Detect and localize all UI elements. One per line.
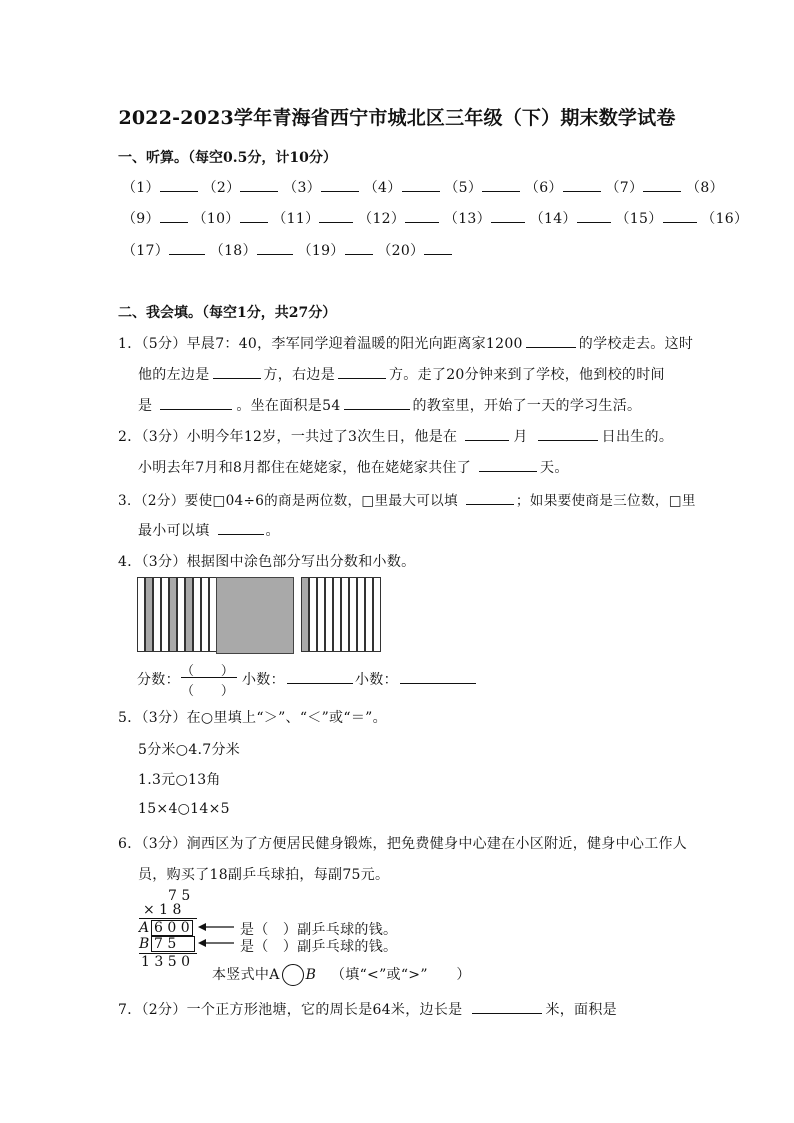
q7-text: 7．（2分）一个正方形池塘，它的周长是64米，边长是 bbox=[118, 1002, 463, 1018]
mult-multiplicand: 7 5 bbox=[168, 888, 191, 904]
stripe-unshaded bbox=[373, 577, 381, 652]
fraction-denominator[interactable]: （ ） bbox=[181, 684, 235, 699]
q7-blank-1[interactable] bbox=[472, 1001, 542, 1014]
listen-row-3 bbox=[122, 240, 452, 260]
stripe-unshaded bbox=[153, 577, 161, 652]
q2-blank-2[interactable] bbox=[538, 428, 598, 441]
section-2-heading: 二、我会填。（每空1分，共27分） bbox=[118, 305, 337, 321]
decimal-answer-2 bbox=[355, 669, 476, 689]
q7-text: 米，面积是 bbox=[545, 1002, 617, 1018]
stripe-unshaded bbox=[333, 577, 341, 652]
mult-line-1 bbox=[139, 918, 197, 919]
answer-blank[interactable] bbox=[577, 210, 611, 223]
section-1-heading: 一、听算。（每空0.5分，计10分） bbox=[118, 150, 337, 166]
answer-blank[interactable] bbox=[663, 210, 697, 223]
answer-blank[interactable] bbox=[482, 179, 520, 192]
question-1-line-2 bbox=[138, 364, 665, 384]
question-2-line-2 bbox=[138, 457, 569, 477]
stripe-shaded bbox=[185, 577, 193, 652]
q3-blank-1[interactable] bbox=[466, 492, 514, 505]
q2-text: 小明去年7月和8月都住在姥姥家，他在姥姥家共住了 bbox=[138, 460, 472, 476]
q1-blank-1[interactable] bbox=[526, 335, 576, 348]
decimal-blank-2[interactable] bbox=[400, 671, 476, 684]
stripe-unshaded bbox=[365, 577, 373, 652]
answer-blank[interactable] bbox=[240, 210, 268, 223]
decimal-answer-1 bbox=[242, 669, 353, 689]
stripe-unshaded bbox=[193, 577, 201, 652]
compare-suffix: （填“<”或“>” ） bbox=[330, 967, 471, 983]
q1-text: 的教室里，开始了一天的学习生活。 bbox=[412, 398, 642, 414]
stripe-unshaded bbox=[137, 577, 145, 652]
figure-stripes-2 bbox=[301, 577, 381, 654]
stripe-unshaded bbox=[161, 577, 169, 652]
question-3-line-2 bbox=[138, 520, 280, 540]
figure-shaded-square bbox=[216, 577, 294, 654]
question-6-line-2: 员，购买了18副乒乓球拍，每副75元。 bbox=[138, 867, 390, 883]
item-label: （20） bbox=[377, 243, 425, 259]
stripe-shaded bbox=[169, 577, 177, 652]
fraction-bar bbox=[181, 677, 237, 678]
decimal-label: 小数： bbox=[242, 672, 285, 688]
note-b: 是（ ）副乒乓球的钱。 bbox=[240, 939, 398, 955]
mult-multiplier: × 1 8 bbox=[143, 902, 182, 918]
item-label: （10） bbox=[192, 211, 240, 227]
question-3-line-1 bbox=[118, 489, 696, 509]
fraction-label: 分数： bbox=[137, 672, 180, 688]
question-1-line-3 bbox=[138, 395, 641, 415]
q3-text: 3．（2分）要使□04÷6的商是两位数，□里最大可以填 bbox=[118, 493, 458, 509]
stripe-unshaded bbox=[309, 577, 317, 652]
item-label: （1） bbox=[122, 180, 160, 196]
q2-text: 2．（3分）小明今年12岁，一共过了3次生日，他是在 bbox=[118, 429, 458, 445]
q1-blank-3[interactable] bbox=[338, 366, 386, 379]
listen-row-2 bbox=[122, 208, 748, 228]
q1-text: 是 bbox=[138, 398, 153, 414]
item-label: （17） bbox=[122, 243, 170, 259]
answer-blank[interactable] bbox=[169, 242, 205, 255]
q1-text: 1．（5分）早晨7：40，李军同学迎着温暖的阳光向距离家1200 bbox=[118, 336, 523, 352]
q1-text: 他的左边是 bbox=[138, 367, 210, 383]
question-7-line-1 bbox=[118, 999, 617, 1019]
answer-blank[interactable] bbox=[319, 210, 353, 223]
q2-blank-1[interactable] bbox=[465, 428, 509, 441]
question-4-text: 4．（3分）根据图中涂色部分写出分数和小数。 bbox=[118, 554, 416, 570]
note-a: 是（ ）副乒乓球的钱。 bbox=[240, 922, 398, 938]
q1-blank-4[interactable] bbox=[160, 397, 232, 410]
question-1-line-1 bbox=[118, 333, 693, 353]
stripe-unshaded bbox=[341, 577, 349, 652]
answer-blank[interactable] bbox=[240, 179, 278, 192]
item-label: （14） bbox=[529, 211, 577, 227]
q3-text: ；如果要使商是三位数，□里 bbox=[515, 493, 696, 509]
item-label: （2） bbox=[202, 180, 241, 196]
mult-label-a: A bbox=[139, 920, 150, 936]
item-label: （18） bbox=[209, 243, 257, 259]
item-label: （4） bbox=[363, 180, 402, 196]
decimal-blank-1[interactable] bbox=[287, 671, 353, 684]
q2-text: 天。 bbox=[540, 460, 569, 476]
q2-blank-3[interactable] bbox=[479, 459, 537, 472]
stripe-unshaded bbox=[317, 577, 325, 652]
mult-label-b: B bbox=[139, 936, 150, 952]
q1-blank-2[interactable] bbox=[213, 366, 261, 379]
question-2-line-1 bbox=[118, 426, 673, 446]
question-5-text: 5．（3分）在○里填上“＞”、“＜”或“＝”。 bbox=[118, 710, 387, 726]
answer-blank[interactable] bbox=[345, 242, 373, 255]
q1-text: 的学校走去。这时 bbox=[578, 336, 694, 352]
compare-item-2: 1.3元○13角 bbox=[138, 772, 221, 788]
fraction-numerator[interactable]: （ ） bbox=[181, 664, 235, 679]
item-label: （8） bbox=[686, 180, 724, 196]
arrow-icons bbox=[196, 920, 236, 954]
stripe-unshaded bbox=[201, 577, 209, 652]
item-label: （7） bbox=[605, 180, 644, 196]
stripe-shaded bbox=[301, 577, 309, 652]
figure-stripes-1 bbox=[137, 577, 217, 654]
question-6-line-1: 6．（3分）涧西区为了方便居民健身锻炼，把免费健身中心建在小区附近，健身中心工作人 bbox=[118, 836, 688, 852]
item-label: （19） bbox=[297, 243, 345, 259]
q2-text: 月 bbox=[513, 429, 528, 445]
q1-text: 方，右边是 bbox=[263, 367, 335, 383]
answer-blank[interactable] bbox=[491, 210, 525, 223]
page-title: 2022-2023学年青海省西宁市城北区三年级（下）期末数学试卷 bbox=[118, 107, 676, 129]
mult-partial-b: 7 5 bbox=[151, 936, 195, 952]
mult-product: 1 3 5 0 bbox=[141, 954, 190, 970]
q3-text: 最小可以填 bbox=[138, 523, 210, 539]
compare-row bbox=[212, 964, 471, 986]
compare-item-3: 15×4○14×5 bbox=[138, 801, 230, 817]
answer-blank[interactable] bbox=[405, 210, 439, 223]
stripe-unshaded bbox=[325, 577, 333, 652]
stripe-unshaded bbox=[349, 577, 357, 652]
answer-blank[interactable] bbox=[160, 210, 188, 223]
item-label: （16） bbox=[701, 211, 749, 227]
item-label: （11） bbox=[272, 211, 320, 227]
compare-b: B bbox=[305, 967, 317, 983]
arrow-left-icon bbox=[198, 923, 234, 931]
arrow-left-icon bbox=[198, 939, 234, 947]
q1-text: 。坐在面积是54 bbox=[236, 398, 341, 414]
item-label: （15） bbox=[615, 211, 663, 227]
q1-blank-5[interactable] bbox=[344, 397, 410, 410]
item-label: （13） bbox=[443, 211, 491, 227]
answer-blank[interactable] bbox=[160, 179, 198, 192]
item-label: （5） bbox=[444, 180, 483, 196]
stripe-unshaded bbox=[357, 577, 365, 652]
q2-text: 日出生的。 bbox=[601, 429, 674, 445]
answer-blank[interactable] bbox=[643, 179, 681, 192]
listen-row-1 bbox=[122, 177, 724, 197]
item-label: （6） bbox=[524, 180, 563, 196]
answer-blank[interactable] bbox=[321, 179, 359, 192]
answer-blank[interactable] bbox=[257, 242, 293, 255]
q1-text: 方。走了20分钟来到了学校，他到校的时间 bbox=[389, 367, 665, 383]
compare-prefix: 本竖式中A bbox=[212, 967, 280, 983]
stripe-shaded bbox=[145, 577, 153, 652]
q3-blank-2[interactable] bbox=[218, 522, 264, 535]
mult-partial-a: 6 0 0 bbox=[151, 920, 193, 936]
item-label: （9） bbox=[122, 211, 160, 227]
answer-blank[interactable] bbox=[563, 179, 601, 192]
compare-circle[interactable] bbox=[282, 964, 304, 986]
answer-blank[interactable] bbox=[402, 179, 440, 192]
answer-blank[interactable] bbox=[424, 242, 452, 255]
compare-item-1: 5分米○4.7分米 bbox=[138, 742, 241, 758]
decimal-label: 小数： bbox=[355, 672, 398, 688]
item-label: （12） bbox=[358, 211, 406, 227]
item-label: （3） bbox=[283, 180, 321, 196]
stripe-unshaded bbox=[177, 577, 185, 652]
q3-text: 。 bbox=[265, 523, 280, 539]
